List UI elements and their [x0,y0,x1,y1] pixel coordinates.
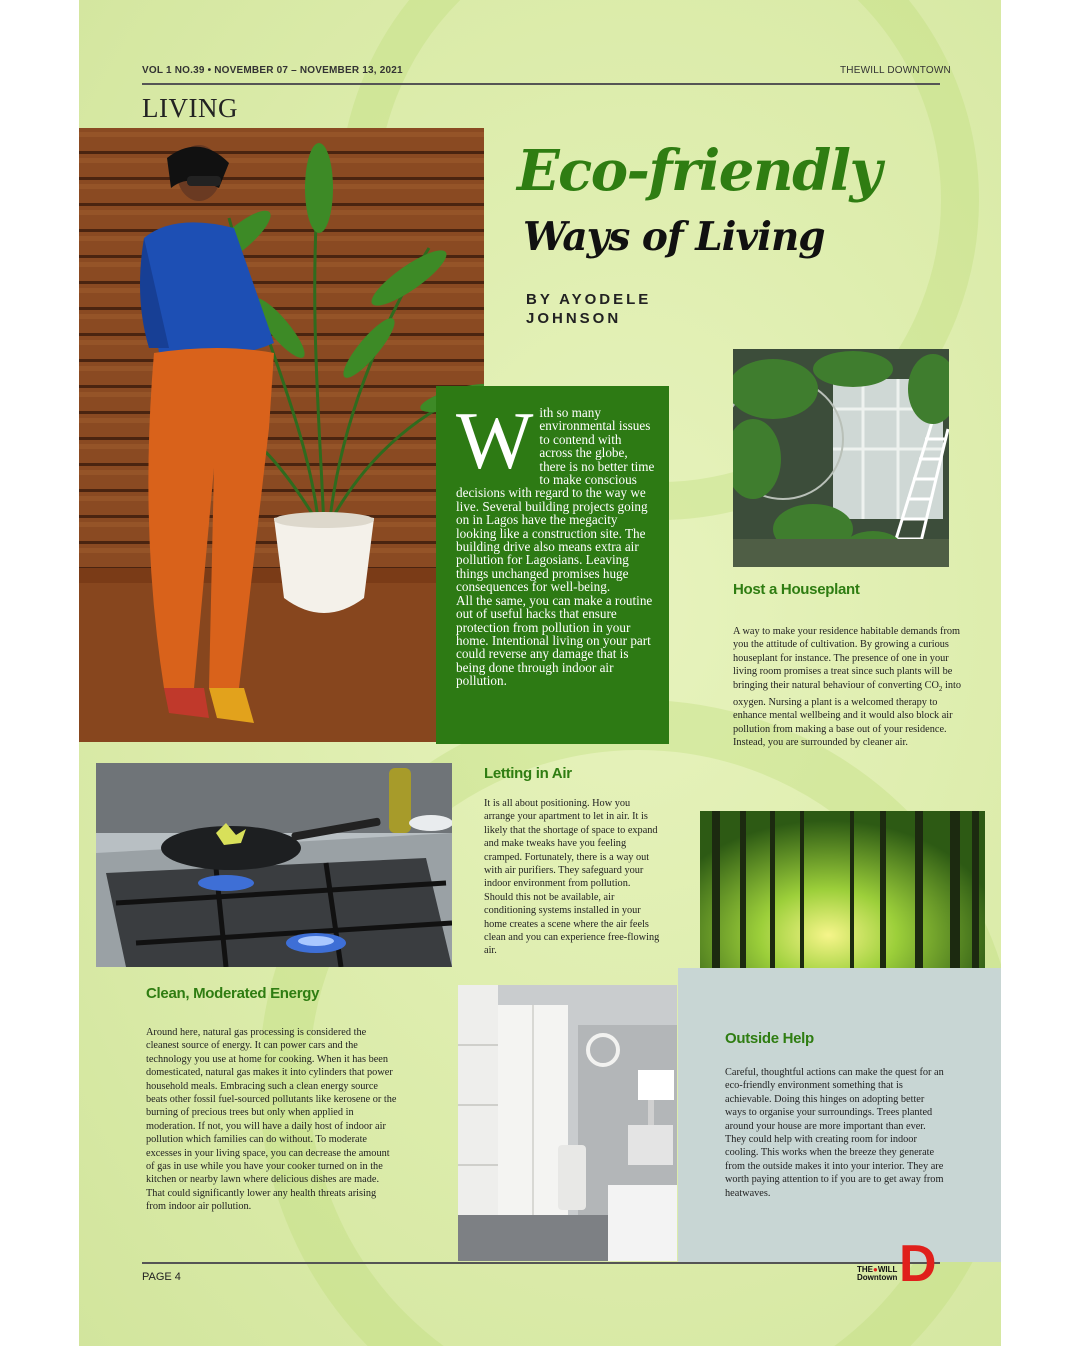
energy-body: Around here, natural gas processing is considered the cleanest source of energy. It can power cars and the technology you use at home for cooking. When it has been domesticated, natural gas makes it into cylinders that power household meals. Embracing such a clean energy source beats other fossil fuel-sourced pollutants like kerosene or the burning of precious trees but only when applied in moderation. If not, you will have a daily host of indoor air pollution which families can do without. To moderate excesses in your living space, you can decrease the amount of gas in use while you have your cooker turned on in the kitchen or nearby lawn where delicious dishes are made. That could significantly lower any health threats arising from indoor air pollution. [146,1027,397,1213]
publication-name: THEWILL DOWNTOWN [840,65,951,76]
article-subtitle: Ways of Living [523,214,825,260]
houseplant-heading: Host a Houseplant [733,581,860,598]
intro-paragraph: ith so many environmental issues to contend with across the globe, there is no better time to make conscious decisions with regard to the way we live. Several building projects going on in Lagos have the megacity looking like a construction site. The building drive also means extra air pollution for Lagosians. Leaving things unchanged promises huge consequences for well-being. [456,405,655,595]
gas-stove-photo [96,763,452,967]
article-title: Eco-friendly [517,138,881,204]
energy-heading: Clean, Moderated Energy [146,985,320,1002]
outside-body: Careful, thoughtful actions can make the quest for an eco-friendly environment something that is achievable. Doing this hinges on adopting better ways to organise your surroundings. Trees planted around your house are more important than ever. They could help with creating room for indoor cooling. This works when the breeze they generate from the outside makes it into your interior. They are worth paying attention to if you are to get away from heatwaves. [725,1067,944,1199]
thewill-downtown-logo [857,1235,941,1293]
houseplant-text-a: A way to make your residence habitable demands from you the attitude of cultivation. By growing a curious houseplant for instance. The presence of one in your living room promises a treat since such plants will be bringing their natural behaviour of converting CO [733,626,961,691]
air-heading: Letting in Air [484,765,572,782]
co2-subscript: 2 [938,684,943,693]
issue-info: VOL 1 NO.39 • NOVEMBER 07 – NOVEMBER 13, 2021 [142,65,403,76]
logo-letter: D [899,1235,937,1293]
bottom-rule [142,1262,940,1264]
section-label: LIVING [142,93,238,123]
intro-box [436,386,669,744]
air-body: It is all about positioning. How you arrange your apartment to let in air. It is likely that the shortage of space to expand and make tweaks have you feeling cramped. Fortunately, there is a way out with air purifiers. They safeguard your indoor environment from pollution. Should this not be available, air conditioning systems installed in your home creates a scene where the air feels clean and you can experience free-flowing air. [484,798,660,957]
houseplant-body [733,625,965,750]
logo-text: THE●WILL Downtown [857,1265,898,1282]
houseplant-text-b: into oxygen. Nursing a plant is a welcomed therapy to enhance mental wellbeing and it would also block air pollution from making a base out of your residence. Instead, you are surrounded by cleaner air. [733,679,961,749]
page-number: PAGE 4 [142,1271,181,1283]
conservatory-photo [733,349,949,567]
intro-paragraph-2: All the same, you can make a routine out of useful hacks that ensure protection from pollution in your home. Intentional living on your part could reverse any damage that is being done through indoor air pollution. [456,592,653,689]
top-rule [142,83,940,85]
woman-with-plant-photo [79,128,484,742]
outside-heading: Outside Help [725,1030,814,1047]
byline: BY AYODELE JOHNSON [526,291,652,327]
drop-cap: W [456,395,534,486]
bedroom-photo [458,985,677,1261]
